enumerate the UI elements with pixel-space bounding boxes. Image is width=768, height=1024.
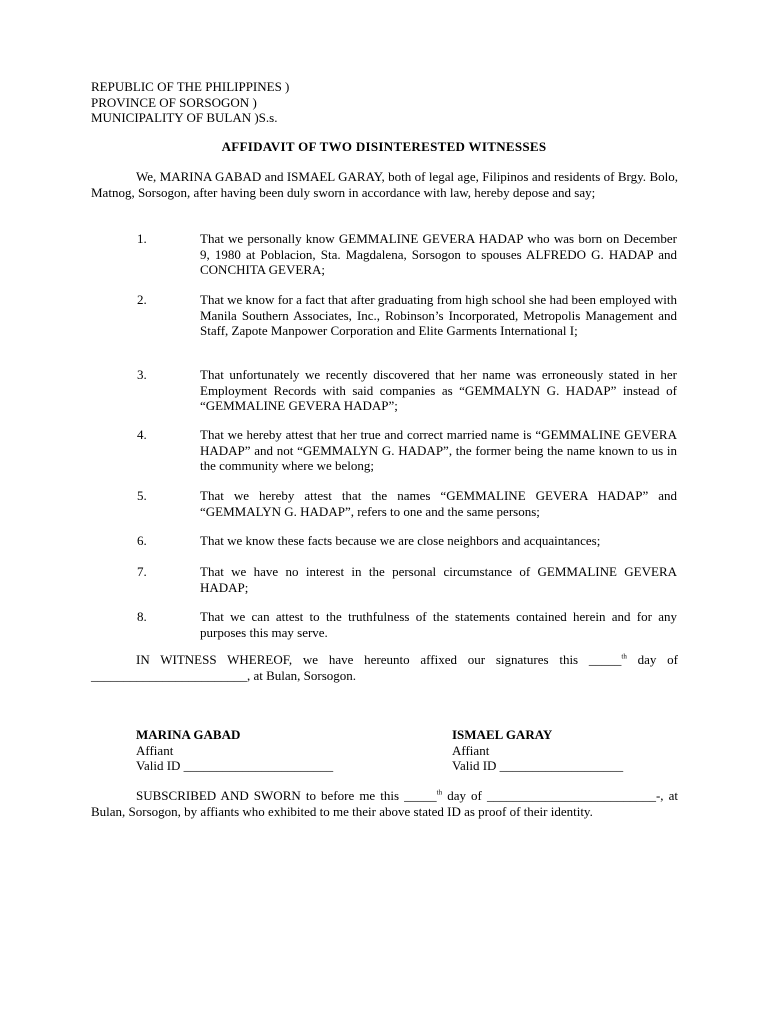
witness-day-suffix: th — [621, 652, 627, 661]
witness-text-end: day of ________________________, at Bulan, Sorsogon. — [91, 652, 678, 683]
statement-text: That we hereby attest that the names “GEMMALINE GEVERA HADAP” and “GEMMALYN G. HADAP”, refers to one and the same persons; — [200, 488, 677, 519]
jurat-day-suffix: th — [436, 788, 443, 797]
statement-text: That we know these facts because we are close neighbors and acquaintances; — [200, 533, 601, 548]
signature-block-left — [136, 727, 396, 774]
statement-number: 3. — [137, 367, 147, 382]
jurat-paragraph — [91, 788, 678, 819]
statement-text: That we know for a fact that after graduating from high school she had been employed with Manila Southern Associates, Inc., Robinson’s Incorporated, Metropolis Management and Staff, Zapote Manpower Corporation and Elite Garments International I; — [200, 292, 677, 338]
affiant-name: ISMAEL GARAY — [452, 727, 553, 742]
statement-number: 2. — [137, 292, 147, 307]
statement-text: That we personally know GEMMALINE GEVERA HADAP who was born on December 9, 1980 at Poblacion, Sta. Magdalena, Sorsogon to spouses ALFREDO G. HADAP and CONCHITA GEVERA; — [200, 231, 677, 277]
jurat-text-start: SUBSCRIBED AND SWORN to before me this _____ — [136, 788, 437, 803]
statement-text: That we can attest to the truthfulness of the statements contained herein and for any purposes this may serve. — [200, 609, 677, 640]
intro-paragraph: We, MARINA GABAD and ISMAEL GARAY, both of legal age, Filipinos and residents of Brgy. Bolo, Matnog, Sorsogon, after having been duly sworn in accordance with law, hereby depose and say; — [91, 169, 678, 200]
valid-id-line: Valid ID ___________________ — [452, 758, 624, 773]
affiant-role: Affiant — [136, 742, 174, 758]
witness-text-start: IN WITNESS WHEREOF, we have hereunto affixed our signatures this _____ — [136, 652, 622, 667]
jurat-text-end: day of __________________________-, at Bulan, Sorsogon, by affiants who exhibited to me their above stated ID as proof of their identity. — [91, 788, 679, 819]
affiant-name: MARINA GABAD — [136, 727, 241, 742]
statement-text: That we have no interest in the personal circumstance of GEMMALINE GEVERA HADAP; — [200, 564, 677, 595]
statement-number: 7. — [137, 564, 147, 579]
affiant-role: Affiant — [452, 742, 490, 758]
venue-caption — [91, 79, 491, 126]
caption-municipality: MUNICIPALITY OF BULAN )S.s. — [91, 110, 278, 125]
statement-text: That unfortunately we recently discovered that her name was erroneously stated in her Employment Records with said companies as “GEMMALYN G. HADAP” instead of “GEMMALINE GEVERA HADAP”; — [200, 367, 677, 413]
caption-republic: REPUBLIC OF THE PHILIPPINES ) — [91, 79, 290, 94]
statement-number: 8. — [137, 609, 147, 624]
statement-number: 6. — [137, 533, 147, 548]
statement-number: 5. — [137, 488, 147, 503]
statement-number: 1. — [137, 231, 147, 246]
statement-number: 4. — [137, 427, 147, 442]
valid-id-line: Valid ID _______________________ — [136, 758, 334, 773]
witness-paragraph — [91, 652, 678, 683]
statement-text: That we hereby attest that her true and correct married name is “GEMMALINE GEVERA HADAP” and not “GEMMALYN G. HADAP”, the former being the name known to us in the community where we belong; — [200, 427, 677, 473]
signature-block-right — [452, 727, 712, 774]
document-title: AFFIDAVIT OF TWO DISINTERESTED WITNESSES — [221, 139, 547, 154]
caption-province: PROVINCE OF SORSOGON ) — [91, 94, 257, 110]
